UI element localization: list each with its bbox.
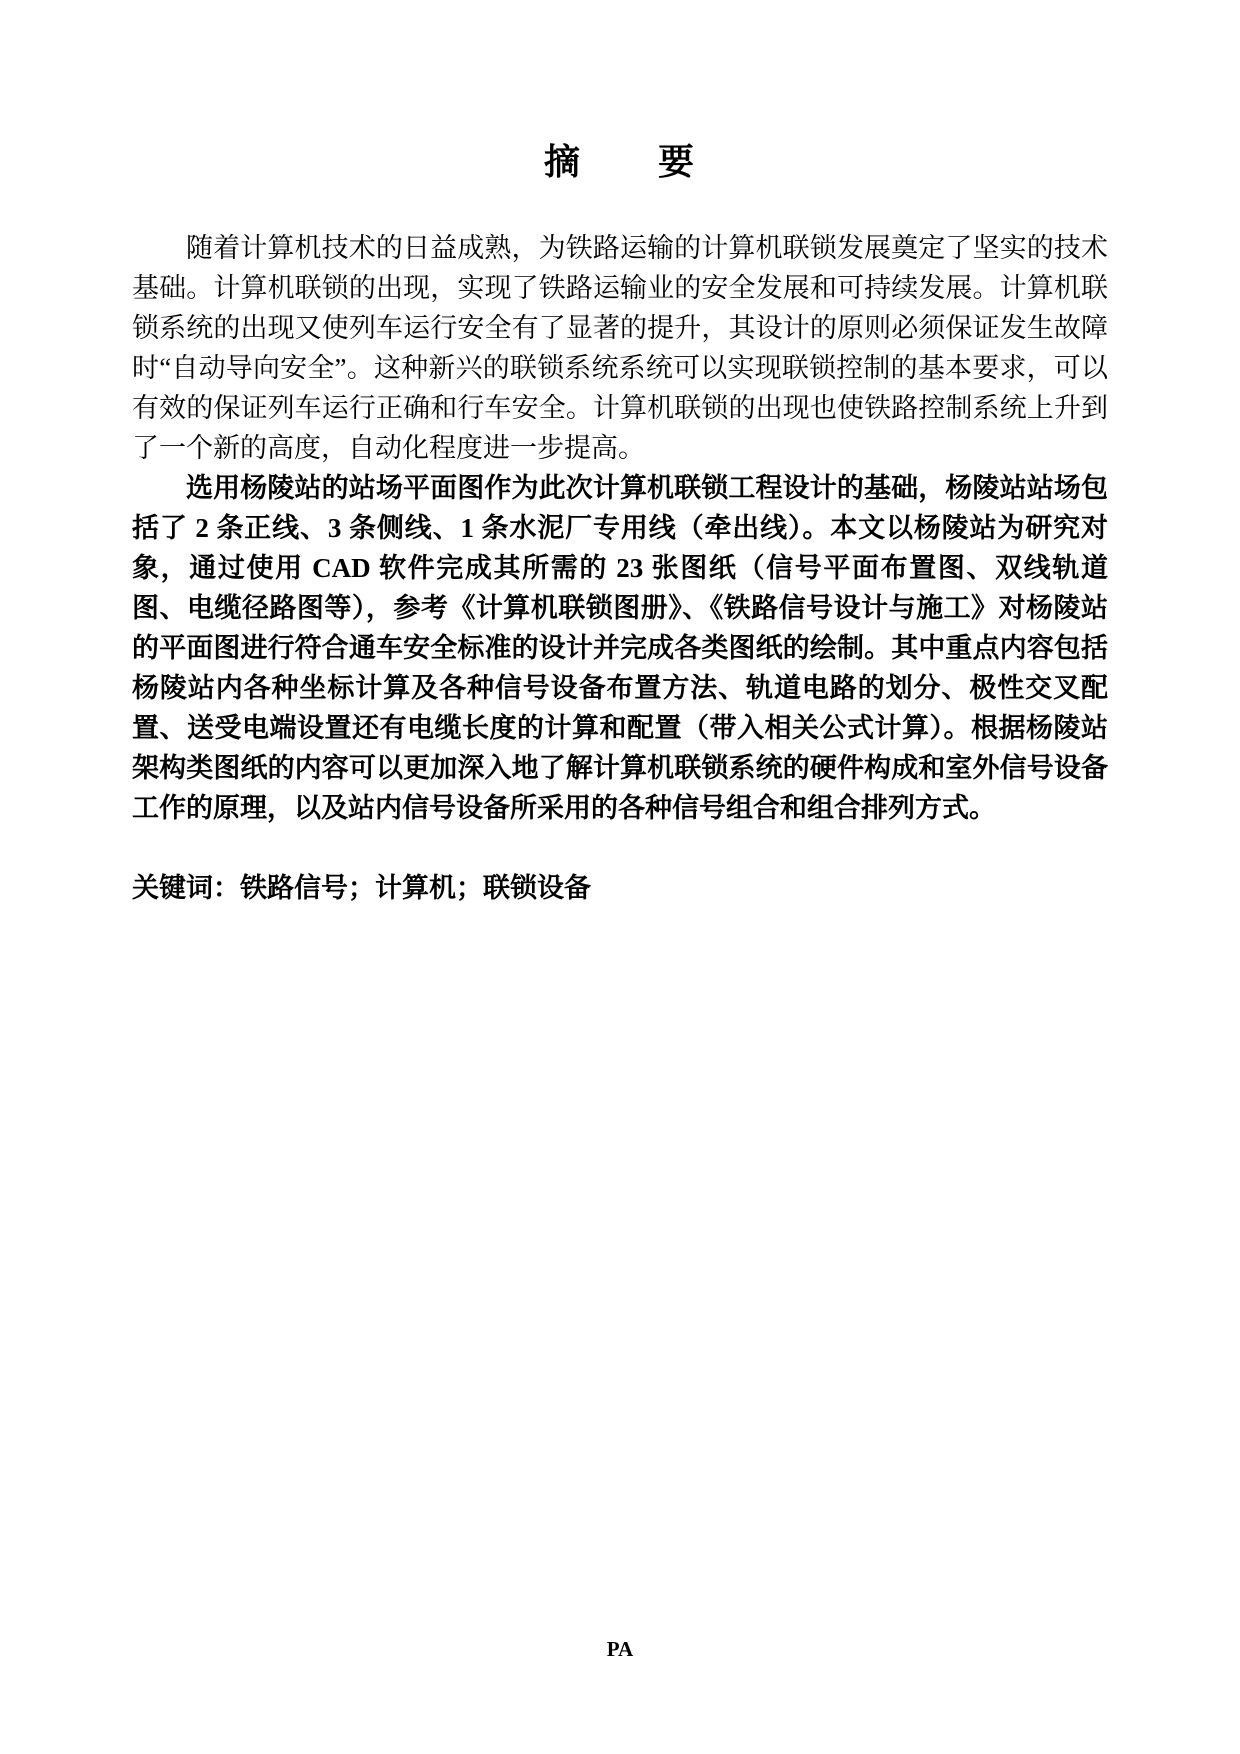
keywords-value: 铁路信号；计算机；联锁设备 (240, 873, 591, 903)
abstract-paragraph-1: 随着计算机技术的日益成熟，为铁路运输的计算机联锁发展奠定了坚实的技术基础。计算机联锁的出现，实现了铁路运输业的安全发展和可持续发展。计算机联锁系统的出现又使列车运行安全有了显著的提升，其设计的原则必须保证发生故障时“自动导向安全”。这种新兴的联锁系统系统可以实现联锁控制的基本要求，可以有效的保证列车运行正确和行车安全。计算机联锁的出现也使铁路控制系统上升到了一个新的高度，自动化程度进一步提高。 (132, 233, 1108, 463)
abstract-paragraph-2: 选用杨陵站的站场平面图作为此次计算机联锁工程设计的基础，杨陵站站场包括了 2 条正线、3 条侧线、1 条水泥厂专用线（牵出线）。本文以杨陵站为研究对象，通过使用 CAD 软件完成其所需的 23 张图纸（信号平面布置图、双线轨道图、电缆径路图等），参考《计算机联锁图册》、《铁路信号设计与施工》对杨陵站的平面图进行符合通车安全标准的设计并完成各类图纸的绘制。其中重点内容包括杨陵站内各种坐标计算及各种信号设备布置方法、轨道电路的划分、极性交叉配置、送受电端设置还有电缆长度的计算和配置（带入相关公式计算）。根据杨陵站架构类图纸的内容可以更加深入地了解计算机联锁系统的硬件构成和室外信号设备工作的原理，以及站内信号设备所采用的各种信号组合和组合排列方式。 (132, 473, 1108, 823)
page-footer: PA (606, 1637, 634, 1661)
keywords-line (132, 868, 1108, 908)
keywords-label: 关键词： (132, 873, 240, 903)
page-title: 摘 要 (543, 142, 696, 183)
abstract-body (132, 228, 1108, 908)
